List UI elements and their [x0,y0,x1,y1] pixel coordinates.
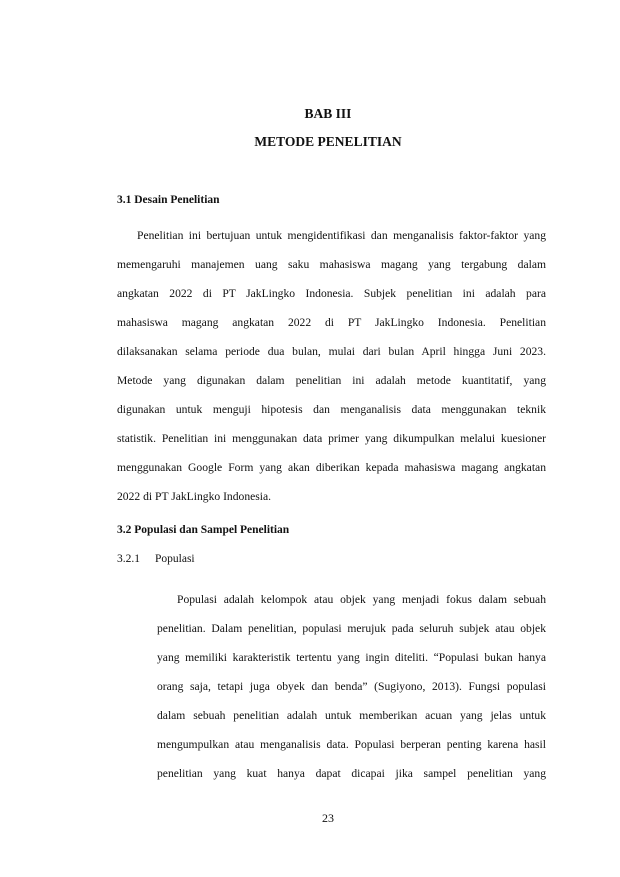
paragraph-desain-penelitian [117,221,546,511]
section-heading-3-1: 3.1 Desain Penelitian [117,194,220,206]
paragraph-line: penelitian yang kuat hanya dapat dicapai jika sampel penelitian yang [157,767,546,780]
chapter-title: METODE PENELITIAN [254,134,402,149]
page-number: 23 [322,811,334,825]
paragraph-line: angkatan 2022 di PT JakLingko Indonesia. Subjek penelitian ini adalah para [117,287,546,300]
paragraph-line: penelitian. Dalam penelitian, populasi merujuk pada seluruh subjek atau objek [157,622,546,635]
paragraph-line: dalam sebuah penelitian adalah untuk memberikan acuan yang jelas untuk [157,709,546,722]
section-heading-3-2: 3.2 Populasi dan Sampel Penelitian [117,524,290,536]
subsection-number: 3.2.1 [117,553,140,565]
paragraph-line: orang saja, tetapi juga obyek dan benda” (Sugiyono, 2013). Fungsi populasi [157,680,546,693]
paragraph-line: mengumpulkan atau menganalisis data. Populasi berperan penting karena hasil [157,738,546,751]
paragraph-line: Populasi adalah kelompok atau objek yang menjadi fokus dalam sebuah [177,593,546,606]
subsection-title: Populasi [155,553,195,565]
paragraph-populasi [157,585,546,788]
paragraph-line: Metode yang digunakan dalam penelitian ini adalah metode kuantitatif, yang [117,374,546,387]
chapter-number: BAB III [304,106,352,121]
paragraph-line: dilaksanakan selama periode dua bulan, mulai dari bulan April hingga Juni 2023. [117,345,546,358]
paragraph-line: 2022 di PT JakLingko Indonesia. [117,490,272,503]
paragraph-line: mahasiswa magang angkatan 2022 di PT JakLingko Indonesia. Penelitian [117,316,546,329]
paragraph-line: digunakan untuk menguji hipotesis dan menganalisis data menggunakan teknik [117,403,546,416]
paragraph-line: menggunakan Google Form yang akan diberikan kepada mahasiswa magang angkatan [117,461,546,474]
paragraph-line: statistik. Penelitian ini menggunakan data primer yang dikumpulkan melalui kuesioner [117,432,546,445]
subsection-heading-3-2-1 [117,553,195,565]
paragraph-line: Penelitian ini bertujuan untuk mengidentifikasi dan menganalisis faktor-faktor yang [137,229,546,242]
paragraph-line: yang memiliki karakteristik tertentu yang ingin diteliti. “Populasi bukan hanya [157,651,546,664]
paragraph-line: memengaruhi manajemen uang saku mahasiswa magang yang tergabung dalam [117,258,546,271]
